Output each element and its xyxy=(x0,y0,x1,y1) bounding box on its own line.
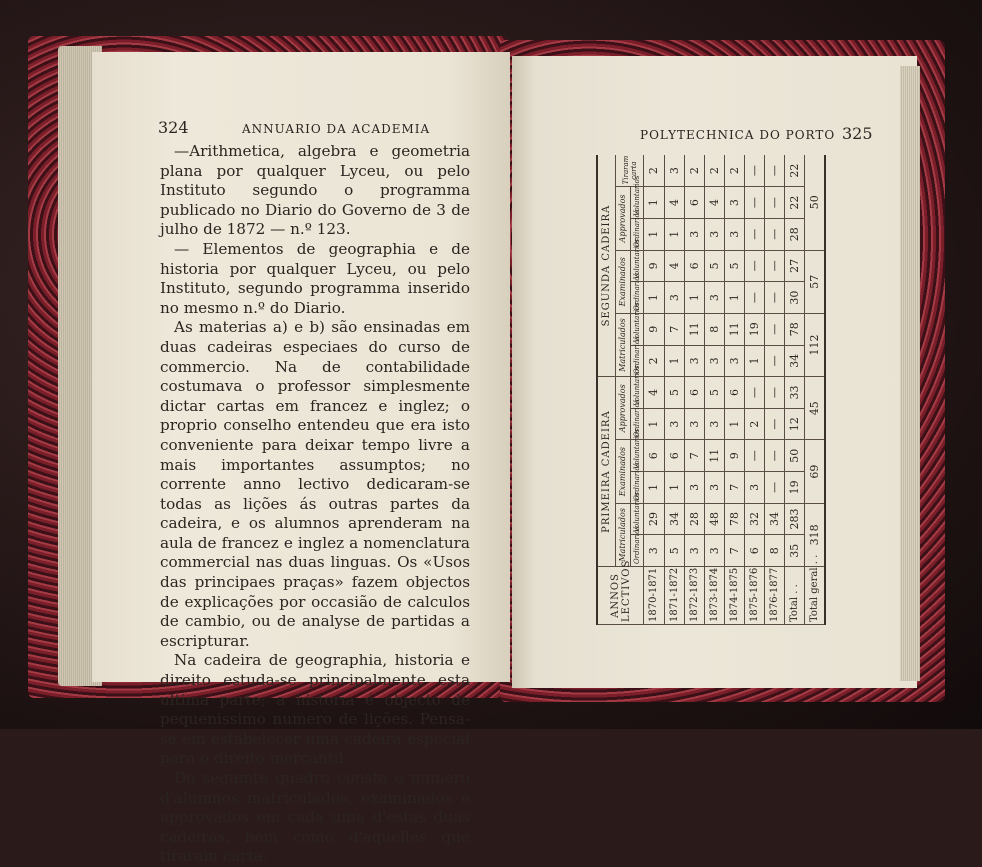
value-cell: 78 xyxy=(724,503,744,535)
paragraph: —Arithmetica, algebra e geometria plana por qualquer Lyceu, ou pelo Instituto segundo o programma publicado no Diario do Governo de 3 de julho de 1872 — n.º 123. xyxy=(160,142,470,239)
value-cell: 1 xyxy=(724,408,744,440)
value-cell: 3 xyxy=(664,282,684,314)
value-cell: 34 xyxy=(764,503,784,535)
value-cell: 6 xyxy=(684,187,704,219)
value-cell: 7 xyxy=(684,440,704,472)
value-cell: 9 xyxy=(644,250,664,282)
value-cell: 1 xyxy=(744,345,764,377)
value-cell: 9 xyxy=(644,313,664,345)
value-cell: 3 xyxy=(684,472,704,504)
value-cell: — xyxy=(744,187,764,219)
grand-total-cell: 112 xyxy=(804,313,825,376)
page-edges-right xyxy=(900,66,920,681)
voluntarios-subheader: Voluntarios xyxy=(630,377,644,409)
value-cell: 1 xyxy=(644,187,664,219)
matriculados-header: Matriculados xyxy=(615,503,630,566)
grand-total-cell: 69 xyxy=(804,440,825,503)
year-cell: 1872-1873 xyxy=(684,567,704,625)
value-cell: 1 xyxy=(644,218,664,250)
total-cell: 35 xyxy=(784,535,804,567)
value-cell: 7 xyxy=(664,313,684,345)
value-cell: — xyxy=(744,155,764,187)
value-cell: — xyxy=(764,440,784,472)
approvados-header: Approvados xyxy=(615,187,630,250)
total-row xyxy=(784,155,804,625)
examinados-header: Examinados xyxy=(615,250,630,313)
value-cell: 6 xyxy=(744,535,764,567)
value-cell: 3 xyxy=(724,218,744,250)
value-cell: 4 xyxy=(664,187,684,219)
value-cell: 3 xyxy=(704,472,724,504)
value-cell: 3 xyxy=(704,345,724,377)
total-cell: 22 xyxy=(784,155,804,187)
year-cell: 1870-1871 xyxy=(644,567,664,625)
grand-total-cell: 45 xyxy=(804,377,825,440)
grand-total-cell: 57 xyxy=(804,250,825,313)
value-cell: 6 xyxy=(644,440,664,472)
paragraph: Na cadeira de geographia, historia e direito estuda-se principalmente esta ultima parte; a historia é objecto de pequenissimo numero de lições. Pensa-se em estabelecer uma cadeira especial para o direito mercantil. xyxy=(160,651,470,768)
table-row xyxy=(764,155,784,625)
stats-table xyxy=(596,155,826,625)
tiraram-carta-header: Tiraram carta xyxy=(615,155,644,187)
table-row xyxy=(684,155,704,625)
cadeira1-header: PRIMEIRA CADEIRA xyxy=(597,377,615,567)
value-cell: — xyxy=(764,345,784,377)
value-cell: 5 xyxy=(664,535,684,567)
year-cell: 1871-1872 xyxy=(664,567,684,625)
value-cell: — xyxy=(744,377,764,409)
value-cell: 4 xyxy=(644,377,664,409)
table-row xyxy=(644,155,664,625)
value-cell: 3 xyxy=(664,155,684,187)
value-cell: — xyxy=(764,155,784,187)
total-cell: 12 xyxy=(784,408,804,440)
value-cell: 32 xyxy=(744,503,764,535)
total-cell: 19 xyxy=(784,472,804,504)
value-cell: 3 xyxy=(704,408,724,440)
total-cell: 78 xyxy=(784,313,804,345)
value-cell: 3 xyxy=(684,218,704,250)
voluntarios-subheader: Voluntarios xyxy=(630,250,644,282)
table-row xyxy=(664,155,684,625)
value-cell: — xyxy=(764,472,784,504)
value-cell: 7 xyxy=(724,472,744,504)
value-cell: 3 xyxy=(744,472,764,504)
value-cell: 6 xyxy=(684,250,704,282)
voluntarios-subheader: Voluntarios xyxy=(630,313,644,345)
value-cell: 3 xyxy=(704,535,724,567)
value-cell: 5 xyxy=(704,250,724,282)
grand-total-label: Total geral . . xyxy=(804,567,825,625)
value-cell: — xyxy=(744,250,764,282)
approvados-header: Approvados xyxy=(615,377,630,440)
ordinarios-subheader: Ordinarios xyxy=(630,345,644,377)
ordinarios-subheader: Ordinarios xyxy=(630,535,644,567)
value-cell: — xyxy=(744,440,764,472)
value-cell: — xyxy=(764,282,784,314)
voluntarios-subheader: Voluntarios xyxy=(630,440,644,472)
page-number-right: 325 xyxy=(842,124,873,143)
value-cell: 1 xyxy=(724,282,744,314)
value-cell: 2 xyxy=(704,155,724,187)
value-cell: 1 xyxy=(644,282,664,314)
value-cell: 29 xyxy=(644,503,664,535)
value-cell: — xyxy=(744,282,764,314)
value-cell: 3 xyxy=(724,187,744,219)
value-cell: 1 xyxy=(664,218,684,250)
running-head-left: ANNUARIO DA ACADEMIA xyxy=(242,122,431,136)
total-cell: 33 xyxy=(784,377,804,409)
value-cell: 6 xyxy=(724,377,744,409)
value-cell: 2 xyxy=(644,345,664,377)
grand-total-row xyxy=(804,155,825,625)
value-cell: 5 xyxy=(664,377,684,409)
value-cell: 34 xyxy=(664,503,684,535)
value-cell: 1 xyxy=(644,408,664,440)
grand-total-cell: 318 xyxy=(804,503,825,566)
value-cell: 3 xyxy=(704,218,724,250)
year-cell: 1874-1875 xyxy=(724,567,744,625)
value-cell: 4 xyxy=(664,250,684,282)
value-cell: 11 xyxy=(684,313,704,345)
value-cell: 48 xyxy=(704,503,724,535)
body-text xyxy=(160,142,470,867)
running-head-right: POLYTECHNICA DO PORTO xyxy=(640,128,836,142)
value-cell: 8 xyxy=(764,535,784,567)
value-cell: 11 xyxy=(704,440,724,472)
value-cell: 28 xyxy=(684,503,704,535)
value-cell: 2 xyxy=(644,155,664,187)
value-cell: 1 xyxy=(684,282,704,314)
matriculados-header: Matriculados xyxy=(615,313,630,376)
total-cell: 283 xyxy=(784,503,804,535)
year-cell: 1875-1876 xyxy=(744,567,764,625)
total-cell: 34 xyxy=(784,345,804,377)
year-cell: 1876-1877 xyxy=(764,567,784,625)
total-cell: 22 xyxy=(784,187,804,219)
examinados-header: Examinados xyxy=(615,440,630,503)
value-cell: 4 xyxy=(704,187,724,219)
year-cell: 1873-1874 xyxy=(704,567,724,625)
value-cell: 3 xyxy=(664,408,684,440)
value-cell: 3 xyxy=(684,535,704,567)
value-cell: 1 xyxy=(644,472,664,504)
value-cell: 11 xyxy=(724,313,744,345)
total-cell: 50 xyxy=(784,440,804,472)
table-row xyxy=(724,155,744,625)
stats-table-wrapper xyxy=(596,155,826,625)
total-cell: 27 xyxy=(784,250,804,282)
value-cell: 9 xyxy=(724,440,744,472)
value-cell: — xyxy=(764,313,784,345)
value-cell: — xyxy=(764,408,784,440)
value-cell: 5 xyxy=(724,250,744,282)
value-cell: 5 xyxy=(704,377,724,409)
ordinarios-subheader: Ordinarios xyxy=(630,472,644,504)
paragraph: Do seguinte quadro consta o numero d'alumnos matriculados, examinados e approvados em cada uma d'estas duas cadeiras, bem como d'aquelles que tiraram carta: xyxy=(160,769,470,866)
value-cell: 6 xyxy=(684,377,704,409)
total-cell: 28 xyxy=(784,218,804,250)
value-cell: 1 xyxy=(664,345,684,377)
total-cell: 30 xyxy=(784,282,804,314)
value-cell: — xyxy=(764,250,784,282)
ordinarios-subheader: Ordinarios xyxy=(630,218,644,250)
value-cell: 1 xyxy=(664,472,684,504)
ordinarios-subheader: Ordinarios xyxy=(630,408,644,440)
table-row xyxy=(704,155,724,625)
paragraph: As materias a) e b) são ensinadas em duas cadeiras especiaes do curso de commercio. Na de contabilidade costumava o professor simplesmente dictar cartas em francez e inglez; o proprio conselho entendeu que era isto conveniente para deixar tempo livre a mais importantes assumptos; no corrente anno lectivo dedicaram-se todas as lições ás outras partes da cadeira, e os alumnos aprenderam na aula de francez e inglez a nomenclatura commercial nas duas linguas. Os «Usos das principaes praças» fazem objectos de explicações por occasião de calculos de cambio, ou de analyse de partidas a escripturar. xyxy=(160,318,470,650)
value-cell: 6 xyxy=(664,440,684,472)
value-cell: — xyxy=(764,218,784,250)
page-number-left: 324 xyxy=(158,118,189,137)
value-cell: — xyxy=(764,377,784,409)
value-cell: 7 xyxy=(724,535,744,567)
years-header: ANNOS LECTIVOS xyxy=(597,567,644,625)
value-cell: — xyxy=(764,187,784,219)
paragraph: — Elementos de geographia e de historia por qualquer Lyceu, ou pelo Instituto, segundo programma inserido no mesmo n.º do Diario. xyxy=(160,239,470,317)
value-cell: 2 xyxy=(724,155,744,187)
value-cell: 19 xyxy=(744,313,764,345)
value-cell: 3 xyxy=(704,282,724,314)
value-cell: — xyxy=(744,218,764,250)
value-cell: 3 xyxy=(644,535,664,567)
value-cell: 2 xyxy=(684,155,704,187)
voluntarios-subheader: Voluntarios xyxy=(630,187,644,219)
total-label: Total . . xyxy=(784,567,804,625)
value-cell: 2 xyxy=(744,408,764,440)
value-cell: 3 xyxy=(684,345,704,377)
table-row xyxy=(744,155,764,625)
cadeira2-header: SEGUNDA CADEIRA xyxy=(597,155,615,377)
value-cell: 3 xyxy=(724,345,744,377)
grand-total-cell: 50 xyxy=(804,155,825,250)
ordinarios-subheader: Ordinarios xyxy=(630,282,644,314)
value-cell: 8 xyxy=(704,313,724,345)
voluntarios-subheader: Voluntarios xyxy=(630,503,644,535)
value-cell: 3 xyxy=(684,408,704,440)
